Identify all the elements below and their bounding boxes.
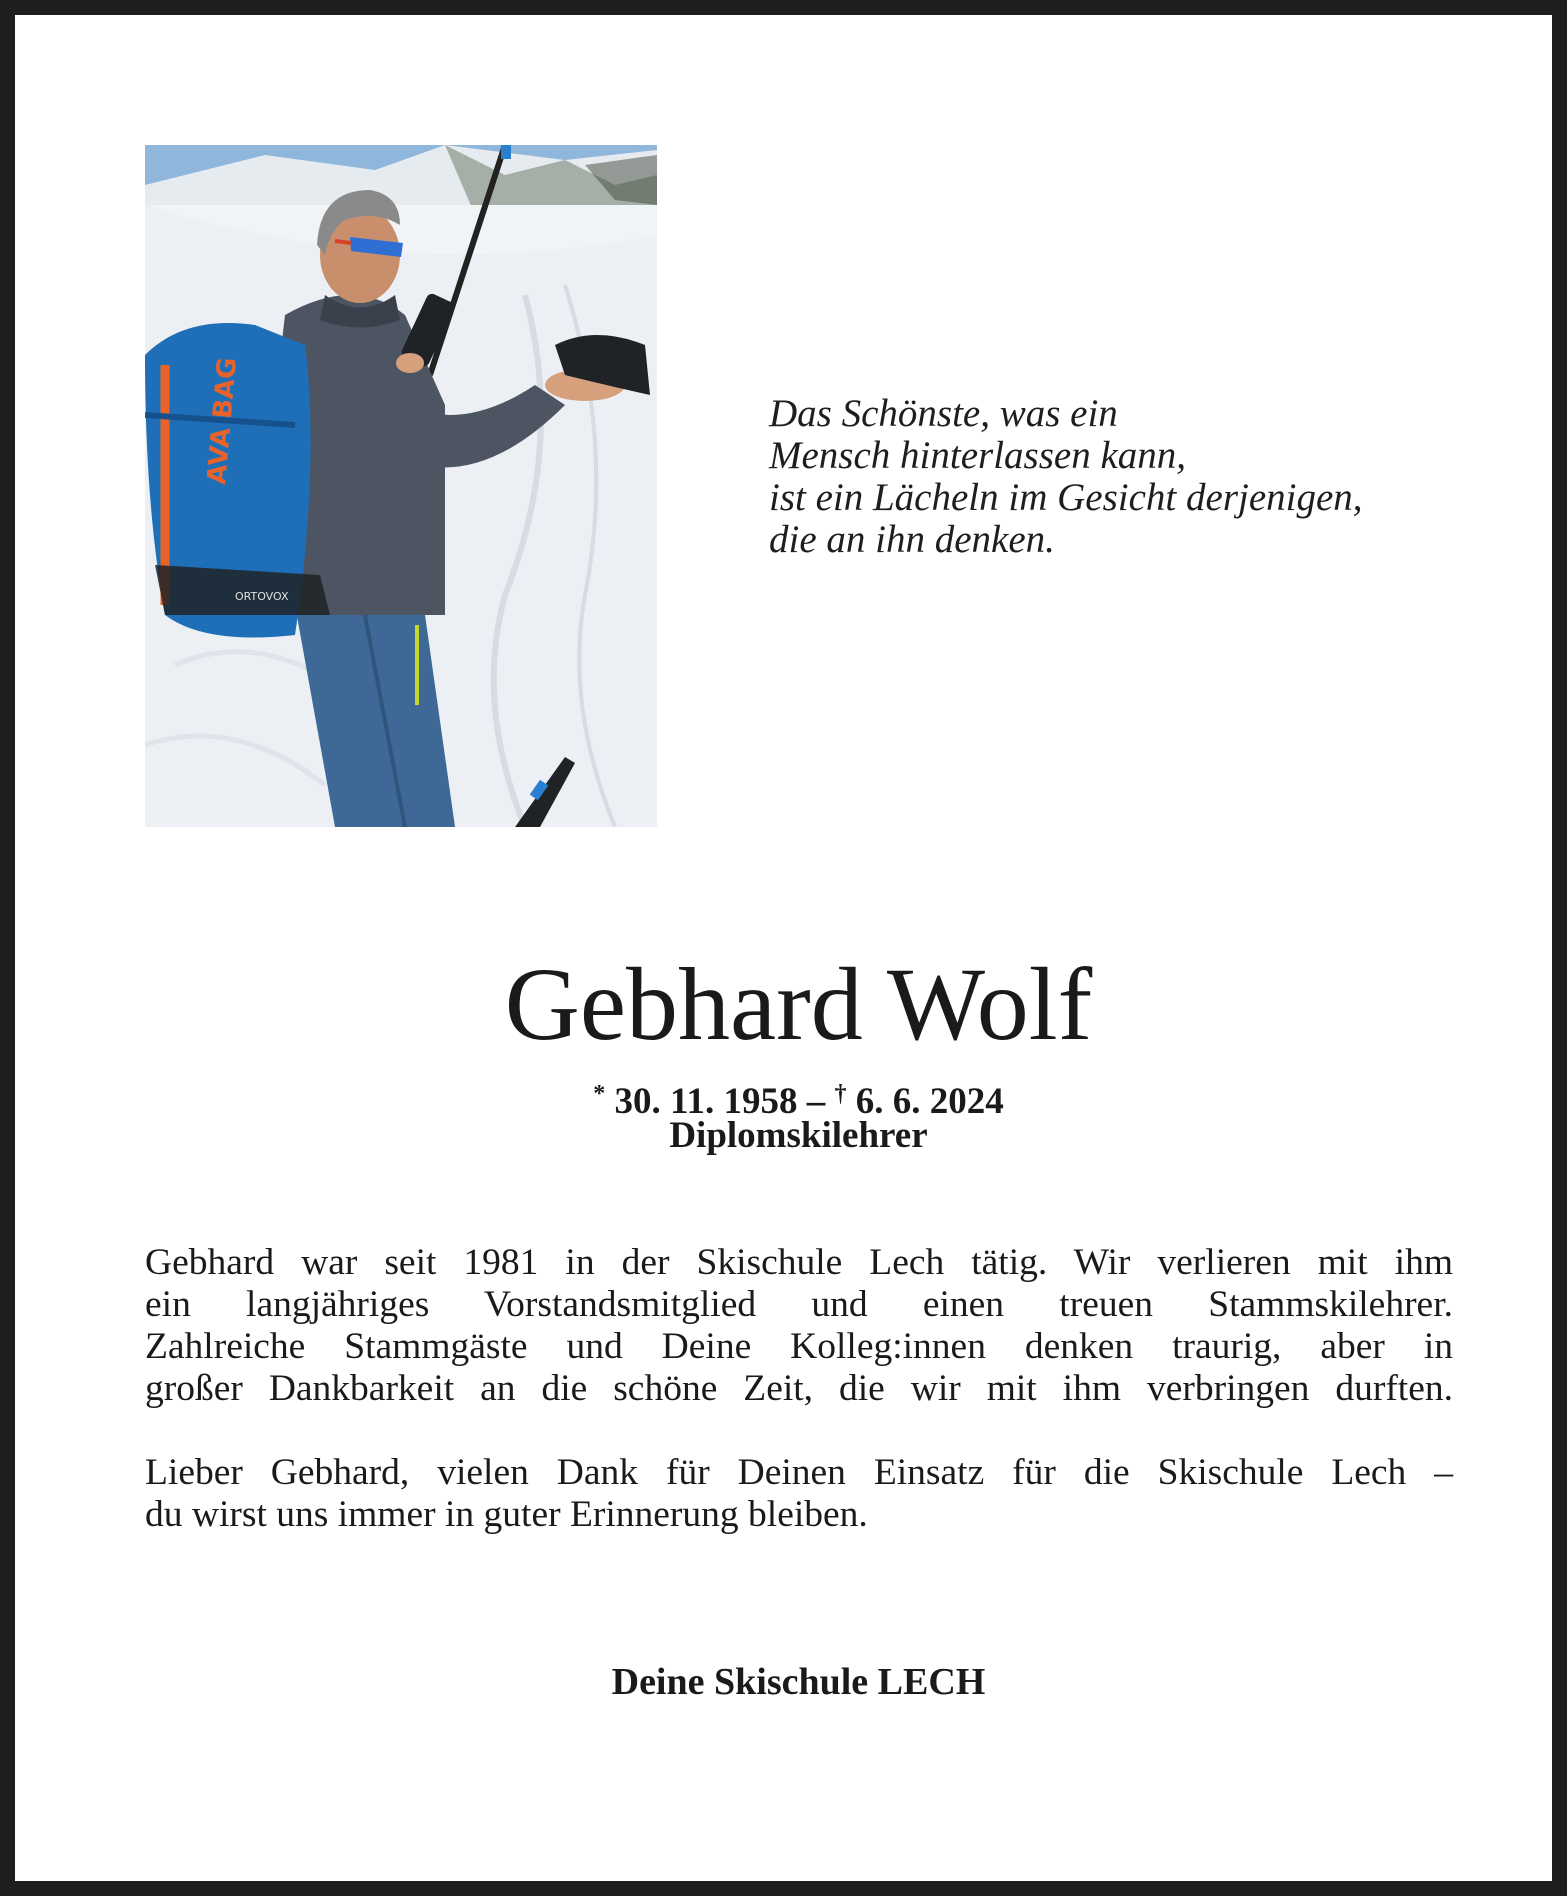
birth-symbol: * [593,1081,606,1107]
memorial-quote [769,393,1409,561]
body-paragraph-1 [145,1242,1453,1410]
body-line: Gebhard war seit 1981 in der Skischule Lech tätig. Wir verlieren mit ihm [145,1242,1453,1283]
date-separator: – [806,1081,826,1122]
quote-line: Das Schönste, was ein [769,392,1118,435]
portrait-photo-skier-icon [145,145,657,827]
birth-date: 30. 11. 1958 [614,1081,798,1122]
deceased-name: Gebhard Wolf [504,947,1093,1062]
quote-line: die an ihn denken. [769,518,1055,561]
portrait-photo [145,145,657,827]
death-date: 6. 6. 2024 [855,1081,1004,1122]
body-line: du wirst uns immer in guter Erinnerung bleiben. [145,1494,868,1535]
profession: Diplomskilehrer [669,1115,928,1156]
brand-text: ORTOVOX [235,590,289,603]
body-line: Zahlreiche Stammgäste und Deine Kolleg:innen denken traurig, aber in [145,1326,1453,1367]
body-line: ein langjähriges Vorstandsmitglied und einen treuen Stammskilehrer. [145,1284,1453,1325]
signature: Deine Skischule LECH [611,1661,986,1703]
body-line: großer Dankbarkeit an die schöne Zeit, die wir mit ihm verbringen durften. [145,1368,1453,1409]
quote-line: ist ein Lächeln im Gesicht derjenigen, [769,476,1363,519]
body-line: Lieber Gebhard, vielen Dank für Deinen Einsatz für die Skischule Lech – [145,1452,1453,1493]
backpack-text: AVA BAG [202,356,244,486]
death-symbol: † [834,1081,847,1107]
quote-line: Mensch hinterlassen kann, [769,434,1187,477]
body-paragraph-2 [145,1452,1453,1536]
